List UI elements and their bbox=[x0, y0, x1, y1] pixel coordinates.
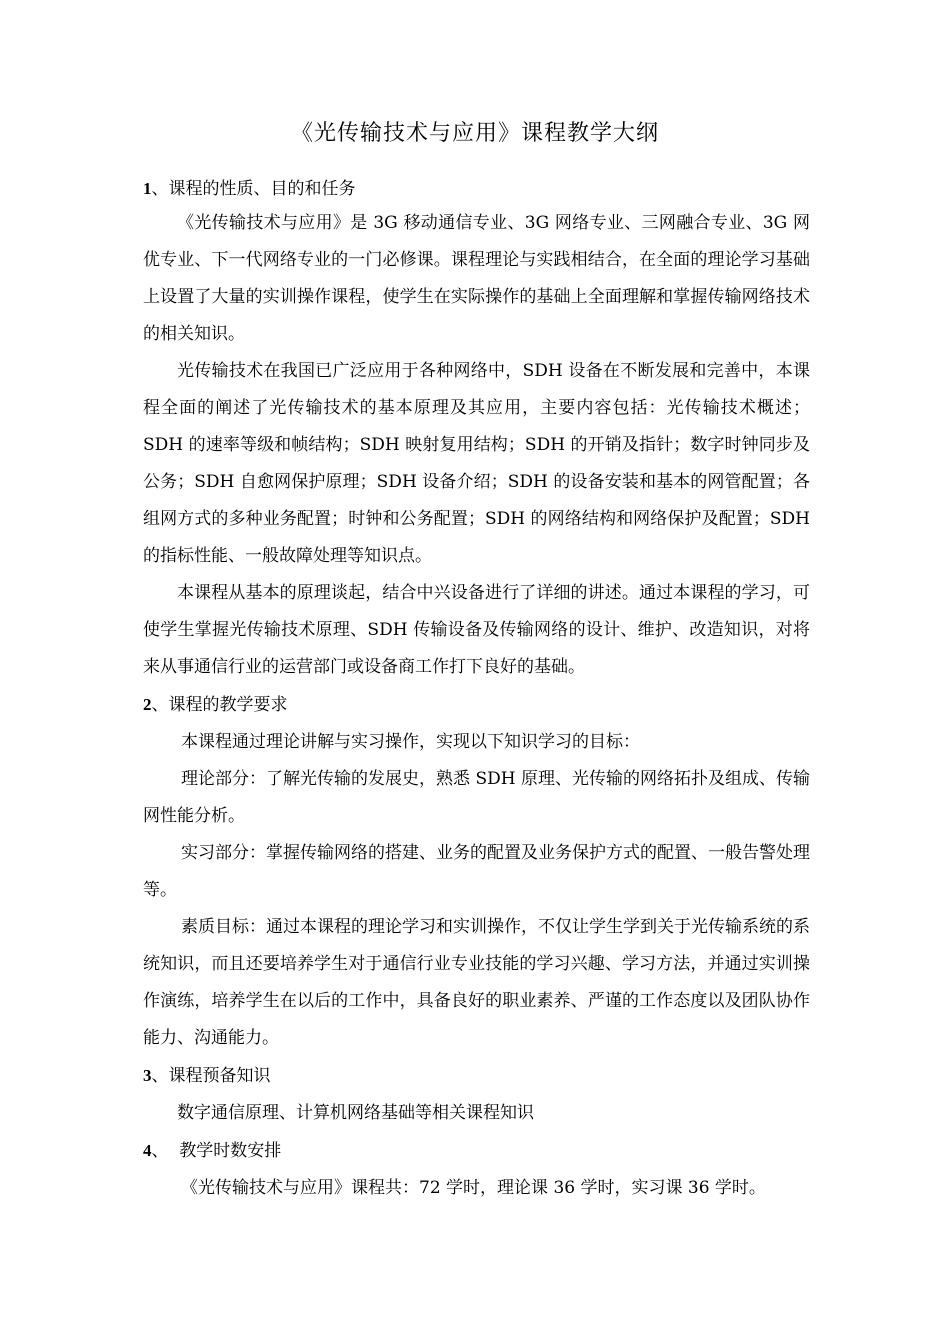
document-body bbox=[143, 170, 810, 1207]
section-number: 1 bbox=[143, 179, 152, 198]
paragraph: 理论部分：了解光传输的发展史，熟悉 SDH 原理、光传输的网络拓扑及组成、传输网性能分析。 bbox=[143, 769, 810, 826]
paragraph: 光传输技术在我国已广泛应用于各种网络中，SDH 设备在不断发展和完善中，本课程全面的阐述了光传输技术的基本原理及其应用，主要内容包括：光传输技术概述；SDH 的速率等级和帧结构；SDH 映射复用结构；SDH 的开销及指针；数字时钟同步及公务；SDH 自愈网保护原理；SDH 设备介绍；SDH 的设备安装和基本的网管配置；各组网方式的多种业务配置；时钟和公务配置；SDH 的网络结构和网络保护及配置；SDH 的指标性能、一般故障处理等知识点。 bbox=[143, 361, 810, 566]
paragraph: 《光传输技术与应用》课程共：72 学时，理论课 36 学时，实习课 36 学时。 bbox=[181, 1178, 766, 1198]
paragraph: 素质目标：通过本课程的理论学习和实训操作，不仅让学生学到关于光传输系统的系统知识，而且还要培养学生对于通信行业专业技能的学习兴趣、学习方法，并通过实训操作演练，培养学生在以后的工作中，具备良好的职业素养、严谨的工作态度以及团队协作能力、沟通能力。 bbox=[143, 917, 810, 1048]
section-heading-text: 、课程预备知识 bbox=[151, 1066, 271, 1086]
page-title: 《光传输技术与应用》课程教学大纲 bbox=[290, 121, 659, 146]
paragraph: 本课程通过理论讲解与实习操作，实现以下知识学习的目标： bbox=[181, 732, 640, 752]
section-heading-2 bbox=[143, 686, 810, 724]
paragraph: 《光传输技术与应用》是 3G 移动通信专业、3G 网络专业、三网融合专业、3G 网优专业、下一代网络专业的一门必修课。课程理论与实践相结合，在全面的理论学习基础上设置了大量的实训操作课程，使学生在实际操作的基础上全面理解和掌握传输网络技术的相关知识。 bbox=[143, 213, 810, 344]
section-number: 4 bbox=[143, 1141, 152, 1160]
paragraph: 本课程从基本的原理谈起，结合中兴设备进行了详细的讲述。通过本课程的学习，可使学生掌握光传输技术原理、SDH 传输设备及传输网络的设计、维护、改造知识，对将来从事通信行业的运营部门或设备商工作打下良好的基础。 bbox=[143, 583, 810, 677]
section-heading-text: 、课程的性质、目的和任务 bbox=[151, 179, 356, 199]
paragraph: 实习部分：掌握传输网络的搭建、业务的配置及业务保护方式的配置、一般告警处理等。 bbox=[143, 843, 810, 900]
section-heading-text: 、 教学时数安排 bbox=[151, 1141, 282, 1161]
section-heading-1 bbox=[143, 170, 810, 208]
paragraph: 数字通信原理、计算机网络基础等相关课程知识 bbox=[177, 1103, 534, 1123]
section-number: 3 bbox=[143, 1066, 152, 1085]
section-heading-3 bbox=[143, 1057, 810, 1095]
section-heading-text: 、课程的教学要求 bbox=[151, 695, 288, 715]
section-heading-4 bbox=[143, 1132, 810, 1170]
section-number: 2 bbox=[143, 695, 152, 714]
